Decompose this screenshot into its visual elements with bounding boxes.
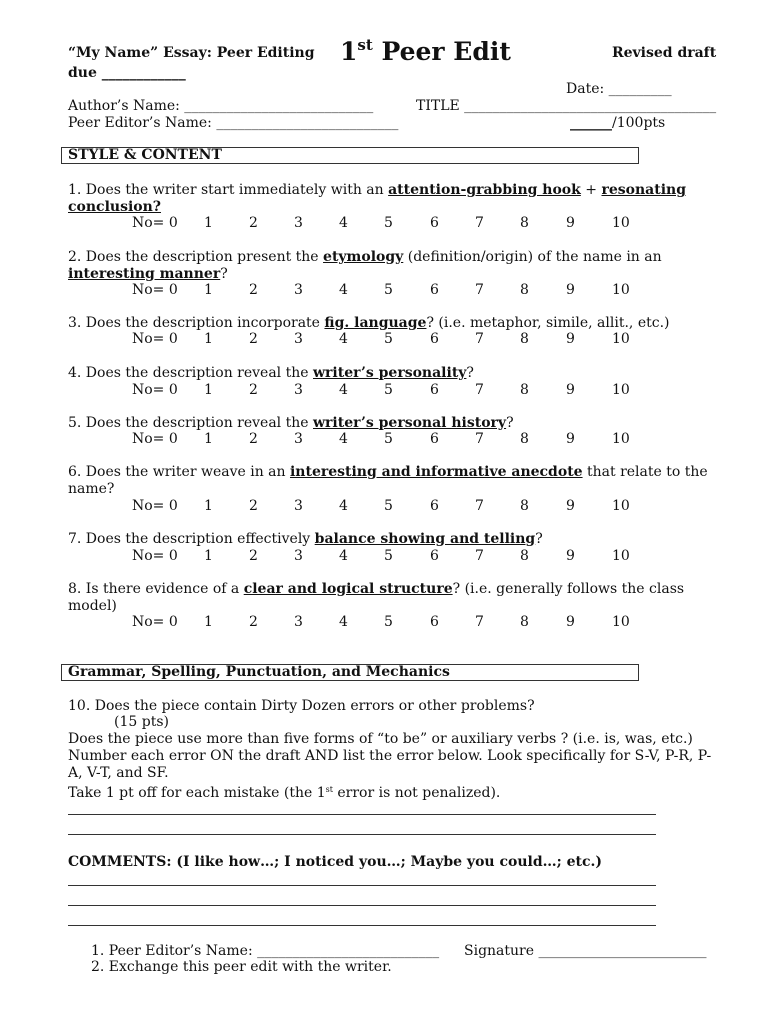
rating-scale[interactable] [0,282,770,299]
rating-option[interactable]: 1 [204,331,213,347]
rating-scale[interactable] [0,215,770,232]
rating-option[interactable]: 4 [339,215,348,231]
rating-option[interactable]: 7 [475,215,484,231]
rating-option[interactable]: 9 [566,382,575,398]
question-10: 10. Does the piece contain Dirty Dozen errors or other problems? [68,698,535,714]
rating-option[interactable]: 4 [339,282,348,298]
penalty-instruction: Take 1 pt off for each mistake (the 1st error is not penalized). [68,785,501,801]
rating-option[interactable]: 5 [384,331,393,347]
rating-option[interactable]: 2 [249,382,258,398]
rating-option[interactable]: 7 [475,431,484,447]
signature-field[interactable]: Signature ________________________ [464,943,707,959]
rating-option[interactable]: 8 [520,498,529,514]
rating-option[interactable]: 7 [475,498,484,514]
rating-option[interactable]: 3 [294,382,303,398]
revised-draft-label: Revised draft [612,45,717,61]
grammar-section-header: Grammar, Spelling, Punctuation, and Mechanics [61,664,639,681]
question-3: 3. Does the description incorporate fig. language? (i.e. metaphor, simile, allit., etc.) [68,315,670,331]
rating-option[interactable]: 7 [475,614,484,630]
rating-option[interactable]: 9 [566,431,575,447]
question-6: 6. Does the writer weave in an interesting and informative anecdote that relate to the name? [68,464,708,497]
rating-option[interactable]: 5 [384,614,393,630]
rating-option[interactable]: 1 [204,215,213,231]
rating-option[interactable]: 8 [520,215,529,231]
rating-no-label: No= 0 [132,331,178,347]
rating-scale[interactable] [0,614,770,631]
rating-option[interactable]: 5 [384,382,393,398]
rating-option[interactable]: 6 [430,614,439,630]
question-8: 8. Is there evidence of a clear and logical structure? (i.e. generally follows the class model) [68,581,685,614]
rating-option[interactable]: 7 [475,548,484,564]
rating-option[interactable]: 6 [430,431,439,447]
essay-title-field[interactable]: TITLE ____________________________________ [416,98,717,114]
error-list-line[interactable] [68,834,656,835]
rating-option[interactable]: 9 [566,215,575,231]
comment-line[interactable] [68,925,656,926]
rating-option[interactable]: 2 [249,498,258,514]
rating-option[interactable]: 6 [430,215,439,231]
author-name-field[interactable]: Author’s Name: ___________________________ [68,98,374,114]
rating-option[interactable]: 10 [612,382,630,398]
rating-option[interactable]: 2 [249,282,258,298]
rating-option[interactable]: 5 [384,498,393,514]
rating-option[interactable]: 10 [612,614,630,630]
exchange-instruction: 2. Exchange this peer edit with the writer. [91,959,392,975]
rating-option[interactable]: 6 [430,331,439,347]
rating-option[interactable]: 10 [612,215,630,231]
rating-scale[interactable] [0,548,770,565]
rating-option[interactable]: 2 [249,431,258,447]
rating-no-label: No= 0 [132,498,178,514]
rating-option[interactable]: 6 [430,498,439,514]
rating-option[interactable]: 1 [204,614,213,630]
error-list-line[interactable] [68,814,656,815]
rating-option[interactable]: 4 [339,548,348,564]
rating-option[interactable]: 4 [339,431,348,447]
rating-option[interactable]: 8 [520,282,529,298]
peer-editor-name-field[interactable]: Peer Editor’s Name: __________________________ [68,115,399,131]
to-be-instruction: Does the piece use more than five forms of “to be” or auxiliary verbs ? (i.e. is, was, etc.) [68,731,693,747]
rating-option[interactable]: 3 [294,215,303,231]
rating-option[interactable]: 3 [294,282,303,298]
rating-no-label: No= 0 [132,431,178,447]
points-field[interactable]: ______/100pts [570,115,666,131]
rating-option[interactable]: 5 [384,431,393,447]
rating-option[interactable]: 9 [566,282,575,298]
rating-option[interactable]: 1 [204,548,213,564]
question-2: 2. Does the description present the etymology (definition/origin) of the name in an interesting manner? [68,249,662,282]
rating-option[interactable]: 4 [339,331,348,347]
rating-option[interactable]: 8 [520,431,529,447]
rating-option[interactable]: 6 [430,282,439,298]
rating-option[interactable]: 4 [339,382,348,398]
question-1: 1. Does the writer start immediately with an attention-grabbing hook + resonating conclusion? [68,182,686,215]
rating-option[interactable]: 8 [520,614,529,630]
rating-option[interactable]: 7 [475,382,484,398]
rating-option[interactable]: 10 [612,548,630,564]
rating-option[interactable]: 3 [294,614,303,630]
rating-option[interactable]: 3 [294,498,303,514]
due-label: due ____________ [68,65,186,81]
rating-option[interactable]: 2 [249,614,258,630]
comment-line[interactable] [68,905,656,906]
rating-scale[interactable] [0,382,770,399]
rating-scale[interactable] [0,498,770,515]
rating-no-label: No= 0 [132,548,178,564]
assignment-title: “My Name” Essay: Peer Editing [68,45,315,61]
rating-option[interactable]: 1 [204,382,213,398]
rating-option[interactable]: 7 [475,282,484,298]
rating-option[interactable]: 3 [294,548,303,564]
comments-heading: COMMENTS: (I like how…; I noticed you…; Maybe you could…; etc.) [68,854,603,870]
rating-option[interactable]: 4 [339,498,348,514]
rating-option[interactable]: 10 [612,331,630,347]
rating-no-label: No= 0 [132,614,178,630]
question-4: 4. Does the description reveal the writer’s personality? [68,365,474,381]
rating-option[interactable]: 10 [612,282,630,298]
page-title: 1st Peer Edit [340,36,511,66]
rating-option[interactable]: 2 [249,548,258,564]
question-5: 5. Does the description reveal the writer’s personal history? [68,415,514,431]
rating-option[interactable]: 5 [384,282,393,298]
rating-option[interactable]: 1 [204,498,213,514]
style-content-section-header: STYLE & CONTENT [61,147,639,164]
rating-option[interactable]: 3 [294,331,303,347]
rating-option[interactable]: 9 [566,614,575,630]
rating-option[interactable]: 4 [339,614,348,630]
question-7: 7. Does the description effectively balance showing and telling? [68,531,543,547]
rating-option[interactable]: 8 [520,382,529,398]
rating-option[interactable]: 9 [566,548,575,564]
rating-option[interactable]: 9 [566,331,575,347]
rating-option[interactable]: 5 [384,548,393,564]
comment-line[interactable] [68,885,656,886]
points-note: (15 pts) [114,714,169,730]
peer-editor-signoff-field[interactable]: 1. Peer Editor’s Name: __________________________ [91,943,440,959]
rating-option[interactable]: 2 [249,215,258,231]
rating-option[interactable]: 10 [612,431,630,447]
rating-scale[interactable] [0,331,770,348]
rating-no-label: No= 0 [132,282,178,298]
rating-option[interactable]: 8 [520,331,529,347]
rating-option[interactable]: 2 [249,331,258,347]
rating-option[interactable]: 1 [204,431,213,447]
rating-option[interactable]: 3 [294,431,303,447]
rating-no-label: No= 0 [132,215,178,231]
date-field[interactable]: Date: _________ [566,81,672,97]
rating-option[interactable]: 1 [204,282,213,298]
rating-option[interactable]: 10 [612,498,630,514]
rating-no-label: No= 0 [132,382,178,398]
error-instruction: Number each error ON the draft AND list the error below. Look specifically for S-V, P-R, P-A, V-T, and SF. [68,748,712,781]
rating-option[interactable]: 5 [384,215,393,231]
rating-scale[interactable] [0,431,770,448]
rating-option[interactable]: 6 [430,548,439,564]
rating-option[interactable]: 8 [520,548,529,564]
rating-option[interactable]: 6 [430,382,439,398]
rating-option[interactable]: 9 [566,498,575,514]
rating-option[interactable]: 7 [475,331,484,347]
